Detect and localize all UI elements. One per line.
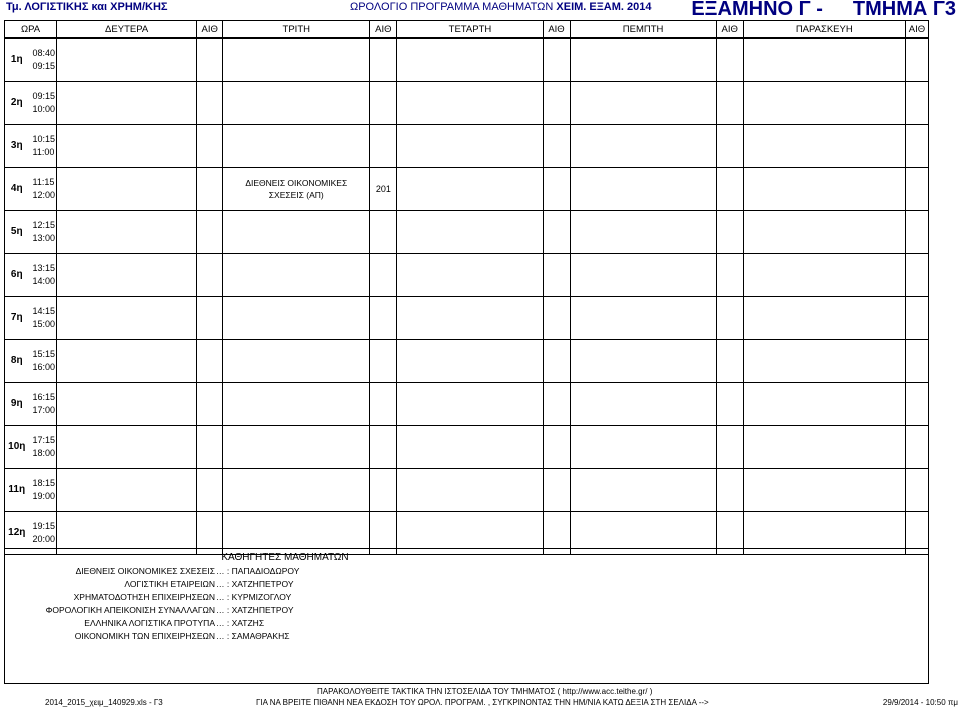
empty-room-cell	[543, 167, 570, 210]
empty-cell	[223, 425, 370, 468]
course-name: ΦΟΡΟΛΟΓΙΚΗ ΑΠΕΙΚΟΝΙΣΗ ΣΥΝΑΛΛΑΓΩΝ	[45, 605, 215, 615]
empty-cell	[223, 382, 370, 425]
empty-room-cell	[197, 124, 223, 167]
empty-room-cell	[543, 81, 570, 124]
footer-timestamp: 29/9/2014 - 10:50 πμ	[882, 698, 958, 707]
period-number: 9η	[5, 382, 29, 425]
period-number: 12η	[5, 511, 29, 554]
empty-room-cell	[905, 339, 928, 382]
empty-room-cell	[716, 167, 743, 210]
empty-room-cell	[716, 124, 743, 167]
empty-cell	[570, 339, 716, 382]
period-row	[5, 339, 929, 382]
empty-room-cell	[716, 210, 743, 253]
teacher-name: … : ΚΥΡΜΙΖΟΓΛΟΥ	[216, 592, 292, 602]
empty-room-cell	[905, 38, 928, 81]
empty-room-cell	[370, 468, 397, 511]
room-header: ΑΙΘ	[370, 21, 397, 39]
empty-room-cell	[543, 425, 570, 468]
empty-room-cell	[370, 124, 397, 167]
empty-cell	[743, 167, 905, 210]
period-end: 09:15	[32, 60, 56, 71]
empty-room-cell	[197, 425, 223, 468]
lesson-cell	[223, 167, 370, 210]
course-name: ΟΙΚΟΝΟΜΙΚΗ ΤΩΝ ΕΠΙΧΕΙΡΗΣΕΩΝ	[74, 631, 215, 641]
day-header: ΠΑΡΑΣΚΕΥΗ	[743, 21, 905, 39]
empty-room-cell	[543, 339, 570, 382]
empty-room-cell	[905, 167, 928, 210]
empty-room-cell	[716, 253, 743, 296]
period-row	[5, 296, 929, 339]
empty-room-cell	[543, 210, 570, 253]
empty-room-cell	[905, 253, 928, 296]
empty-room-cell	[370, 81, 397, 124]
empty-room-cell	[197, 339, 223, 382]
empty-room-cell	[905, 382, 928, 425]
department-title: Τμ. ΛΟΓΙΣΤΙΚΗΣ και ΧΡΗΜ/ΚΗΣ	[6, 1, 168, 13]
empty-cell	[743, 296, 905, 339]
empty-room-cell	[197, 81, 223, 124]
course-name: ΔΙΕΘΝΕΙΣ ΟΙΚΟΝΟΜΙΚΕΣ ΣΧΕΣΕΙΣ	[75, 566, 215, 576]
empty-room-cell	[716, 38, 743, 81]
period-number: 3η	[5, 124, 29, 167]
empty-cell	[223, 81, 370, 124]
empty-room-cell	[716, 81, 743, 124]
empty-cell	[570, 210, 716, 253]
period-row	[5, 425, 929, 468]
period-time	[29, 210, 57, 253]
empty-cell	[397, 167, 543, 210]
period-start: 13:15	[32, 262, 56, 273]
empty-cell	[397, 210, 543, 253]
teachers-title: ΚΑΘΗΓΗΤΕΣ ΜΑΘΗΜΑΤΩΝ	[221, 552, 349, 563]
course-name: ΛΟΓΙΣΤΙΚΗ ΕΤΑΙΡΕΙΩΝ	[124, 579, 215, 589]
period-start: 12:15	[32, 219, 56, 230]
period-row	[5, 253, 929, 296]
empty-cell	[570, 296, 716, 339]
teacher-name: … : ΠΑΠΑΔΙΟΔΩΡΟΥ	[216, 566, 300, 576]
period-start: 11:15	[32, 176, 55, 187]
empty-room-cell	[905, 425, 928, 468]
empty-cell	[570, 382, 716, 425]
empty-cell	[57, 38, 197, 81]
timetable-header-row	[5, 21, 929, 39]
period-time	[29, 468, 57, 511]
empty-cell	[223, 124, 370, 167]
empty-cell	[743, 339, 905, 382]
lesson-line2: ΣΧΕΣΕΙΣ (ΑΠ)	[268, 189, 324, 200]
empty-cell	[570, 38, 716, 81]
hour-header: ΩΡΑ	[5, 21, 57, 39]
section-label: ΤΜΗΜΑ Γ3	[852, 0, 956, 20]
empty-cell	[397, 124, 543, 167]
empty-cell	[223, 253, 370, 296]
period-end: 16:00	[32, 361, 56, 372]
period-end: 19:00	[32, 490, 56, 501]
empty-room-cell	[543, 468, 570, 511]
period-number: 7η	[5, 296, 29, 339]
period-number: 4η	[5, 167, 29, 210]
period-number: 5η	[5, 210, 29, 253]
empty-room-cell	[716, 425, 743, 468]
empty-cell	[397, 339, 543, 382]
empty-cell	[57, 124, 197, 167]
period-time	[29, 81, 57, 124]
timetable	[4, 20, 929, 555]
period-start: 17:15	[32, 434, 56, 445]
empty-cell	[397, 38, 543, 81]
period-time	[29, 167, 57, 210]
period-time	[29, 339, 57, 382]
empty-cell	[743, 81, 905, 124]
empty-room-cell	[197, 468, 223, 511]
empty-room-cell	[370, 339, 397, 382]
period-time	[29, 296, 57, 339]
room-header: ΑΙΘ	[543, 21, 570, 39]
footer-notice-version: ΓΙΑ ΝΑ ΒΡΕΙΤΕ ΠΙΘΑΝΗ ΝΕΑ ΕΚΔΟΣΗ ΤΟΥ ΩΡΟΛ. ΠΡΟΓΡΑΜ. , ΣΥΓΚΡΙΝΟΝΤΑΣ ΤΗΝ ΗΜ/ΝΙΑ ΚΑΤΩ ΔΕΞΙΑ ΣΤΗ ΣΕΛΙΔΑ -->	[256, 698, 709, 707]
empty-room-cell	[543, 382, 570, 425]
empty-cell	[57, 167, 197, 210]
empty-cell	[397, 81, 543, 124]
period-start: 15:15	[32, 348, 56, 359]
period-row	[5, 124, 929, 167]
empty-room-cell	[543, 253, 570, 296]
empty-cell	[57, 468, 197, 511]
period-time	[29, 38, 57, 81]
period-end: 15:00	[32, 318, 56, 329]
empty-room-cell	[543, 124, 570, 167]
period-end: 10:00	[32, 103, 56, 114]
period-start: 10:15	[32, 133, 56, 144]
empty-room-cell	[905, 124, 928, 167]
course-name: ΧΡΗΜΑΤΟΔΟΤΗΣΗ ΕΠΙΧΕΙΡΗΣΕΩΝ	[73, 592, 215, 602]
period-number: 10η	[5, 425, 29, 468]
empty-cell	[397, 296, 543, 339]
empty-room-cell	[370, 253, 397, 296]
empty-room-cell	[197, 210, 223, 253]
empty-room-cell	[905, 210, 928, 253]
empty-cell	[397, 425, 543, 468]
period-time	[29, 382, 57, 425]
empty-cell	[570, 124, 716, 167]
empty-cell	[57, 210, 197, 253]
program-term: ΧΕΙΜ. ΕΞΑΜ. 2014	[556, 1, 652, 13]
period-start: 18:15	[32, 477, 56, 488]
teacher-name: … : ΣΑΜΑΘΡΑΚΗΣ	[216, 631, 290, 641]
period-end: 12:00	[32, 189, 56, 200]
period-row	[5, 382, 929, 425]
empty-room-cell	[197, 382, 223, 425]
day-header: ΤΡΙΤΗ	[223, 21, 370, 39]
period-row	[5, 167, 929, 210]
empty-room-cell	[197, 253, 223, 296]
period-start: 14:15	[32, 305, 56, 316]
empty-cell	[57, 81, 197, 124]
empty-cell	[743, 210, 905, 253]
empty-cell	[223, 339, 370, 382]
room-header: ΑΙΘ	[197, 21, 223, 39]
empty-cell	[743, 382, 905, 425]
period-time	[29, 124, 57, 167]
empty-cell	[223, 210, 370, 253]
empty-cell	[397, 468, 543, 511]
empty-cell	[57, 382, 197, 425]
program-prefix: ΩΡΟΛΟΓΙΟ ΠΡΟΓΡΑΜΜΑ ΜΑΘΗΜΑΤΩΝ	[350, 1, 554, 13]
period-time	[29, 253, 57, 296]
empty-cell	[743, 38, 905, 81]
period-number: 1η	[5, 38, 29, 81]
empty-room-cell	[370, 382, 397, 425]
empty-room-cell	[716, 382, 743, 425]
empty-cell	[223, 296, 370, 339]
lesson-line1: ΔΙΕΘΝΕΙΣ ΟΙΚΟΝΟΜΙΚΕΣ	[245, 177, 348, 188]
empty-cell	[57, 425, 197, 468]
empty-room-cell	[197, 167, 223, 210]
day-header: ΤΕΤΑΡΤΗ	[397, 21, 543, 39]
room-header: ΑΙΘ	[716, 21, 743, 39]
empty-room-cell	[716, 468, 743, 511]
empty-cell	[743, 124, 905, 167]
period-start: 08:40	[32, 47, 56, 58]
period-row	[5, 468, 929, 511]
period-row	[5, 38, 929, 81]
empty-cell	[223, 468, 370, 511]
period-end: 14:00	[32, 275, 56, 286]
empty-cell	[743, 425, 905, 468]
period-end: 11:00	[32, 146, 55, 157]
empty-room-cell	[197, 296, 223, 339]
empty-cell	[223, 38, 370, 81]
period-number: 2η	[5, 81, 29, 124]
empty-room-cell	[543, 38, 570, 81]
program-title	[350, 1, 652, 13]
empty-cell	[570, 167, 716, 210]
empty-cell	[570, 425, 716, 468]
empty-room-cell	[905, 81, 928, 124]
empty-cell	[743, 468, 905, 511]
day-header: ΠΕΜΠΤΗ	[570, 21, 716, 39]
period-time	[29, 425, 57, 468]
period-number: 8η	[5, 339, 29, 382]
footer-notice-website: ΠΑΡΑΚΟΛΟΥΘΕΙΤΕ ΤΑΚΤΙΚΑ ΤΗΝ ΙΣΤΟΣΕΛΙΔΑ ΤΟΥ ΤΜΗΜΑΤΟΣ ( http://www.acc.teithe.gr/ )	[317, 687, 653, 696]
empty-cell	[397, 382, 543, 425]
period-end: 13:00	[32, 232, 56, 243]
semester-label: ΕΞΑΜΗΝΟ Γ -	[691, 0, 823, 20]
empty-room-cell	[716, 296, 743, 339]
footer-filename: 2014_2015_χειμ_140929.xls - Γ3	[45, 698, 163, 707]
period-start: 19:15	[32, 520, 56, 531]
period-row	[5, 81, 929, 124]
empty-cell	[57, 296, 197, 339]
day-header: ΔΕΥΤΕΡΑ	[57, 21, 197, 39]
period-number: 6η	[5, 253, 29, 296]
empty-cell	[57, 253, 197, 296]
empty-room-cell	[370, 210, 397, 253]
empty-room-cell	[370, 296, 397, 339]
empty-room-cell	[716, 339, 743, 382]
empty-room-cell	[370, 38, 397, 81]
period-start: 09:15	[32, 90, 56, 101]
course-name: ΕΛΛΗΝΙΚΑ ΛΟΓΙΣΤΙΚΑ ΠΡΟΤΥΠΑ	[84, 618, 215, 628]
period-number: 11η	[5, 468, 29, 511]
period-end: 18:00	[32, 447, 56, 458]
empty-cell	[570, 468, 716, 511]
empty-room-cell	[543, 296, 570, 339]
teacher-name: … : ΧΑΤΖΗΠΕΤΡΟΥ	[216, 579, 294, 589]
teacher-name: … : ΧΑΤΖΗΣ	[216, 618, 265, 628]
empty-cell	[397, 253, 543, 296]
lesson-room: 201	[370, 167, 397, 210]
period-row	[5, 210, 929, 253]
empty-room-cell	[370, 425, 397, 468]
empty-cell	[743, 253, 905, 296]
teachers-panel	[4, 548, 929, 684]
semester-section-title	[691, 0, 956, 21]
empty-room-cell	[905, 296, 928, 339]
empty-cell	[57, 339, 197, 382]
empty-cell	[570, 253, 716, 296]
period-end: 17:00	[32, 404, 56, 415]
period-start: 16:15	[32, 391, 56, 402]
period-end: 20:00	[32, 533, 56, 544]
empty-room-cell	[197, 38, 223, 81]
empty-cell	[570, 81, 716, 124]
teacher-name: … : ΧΑΤΖΗΠΕΤΡΟΥ	[216, 605, 294, 615]
empty-room-cell	[905, 468, 928, 511]
room-header: ΑΙΘ	[905, 21, 928, 39]
